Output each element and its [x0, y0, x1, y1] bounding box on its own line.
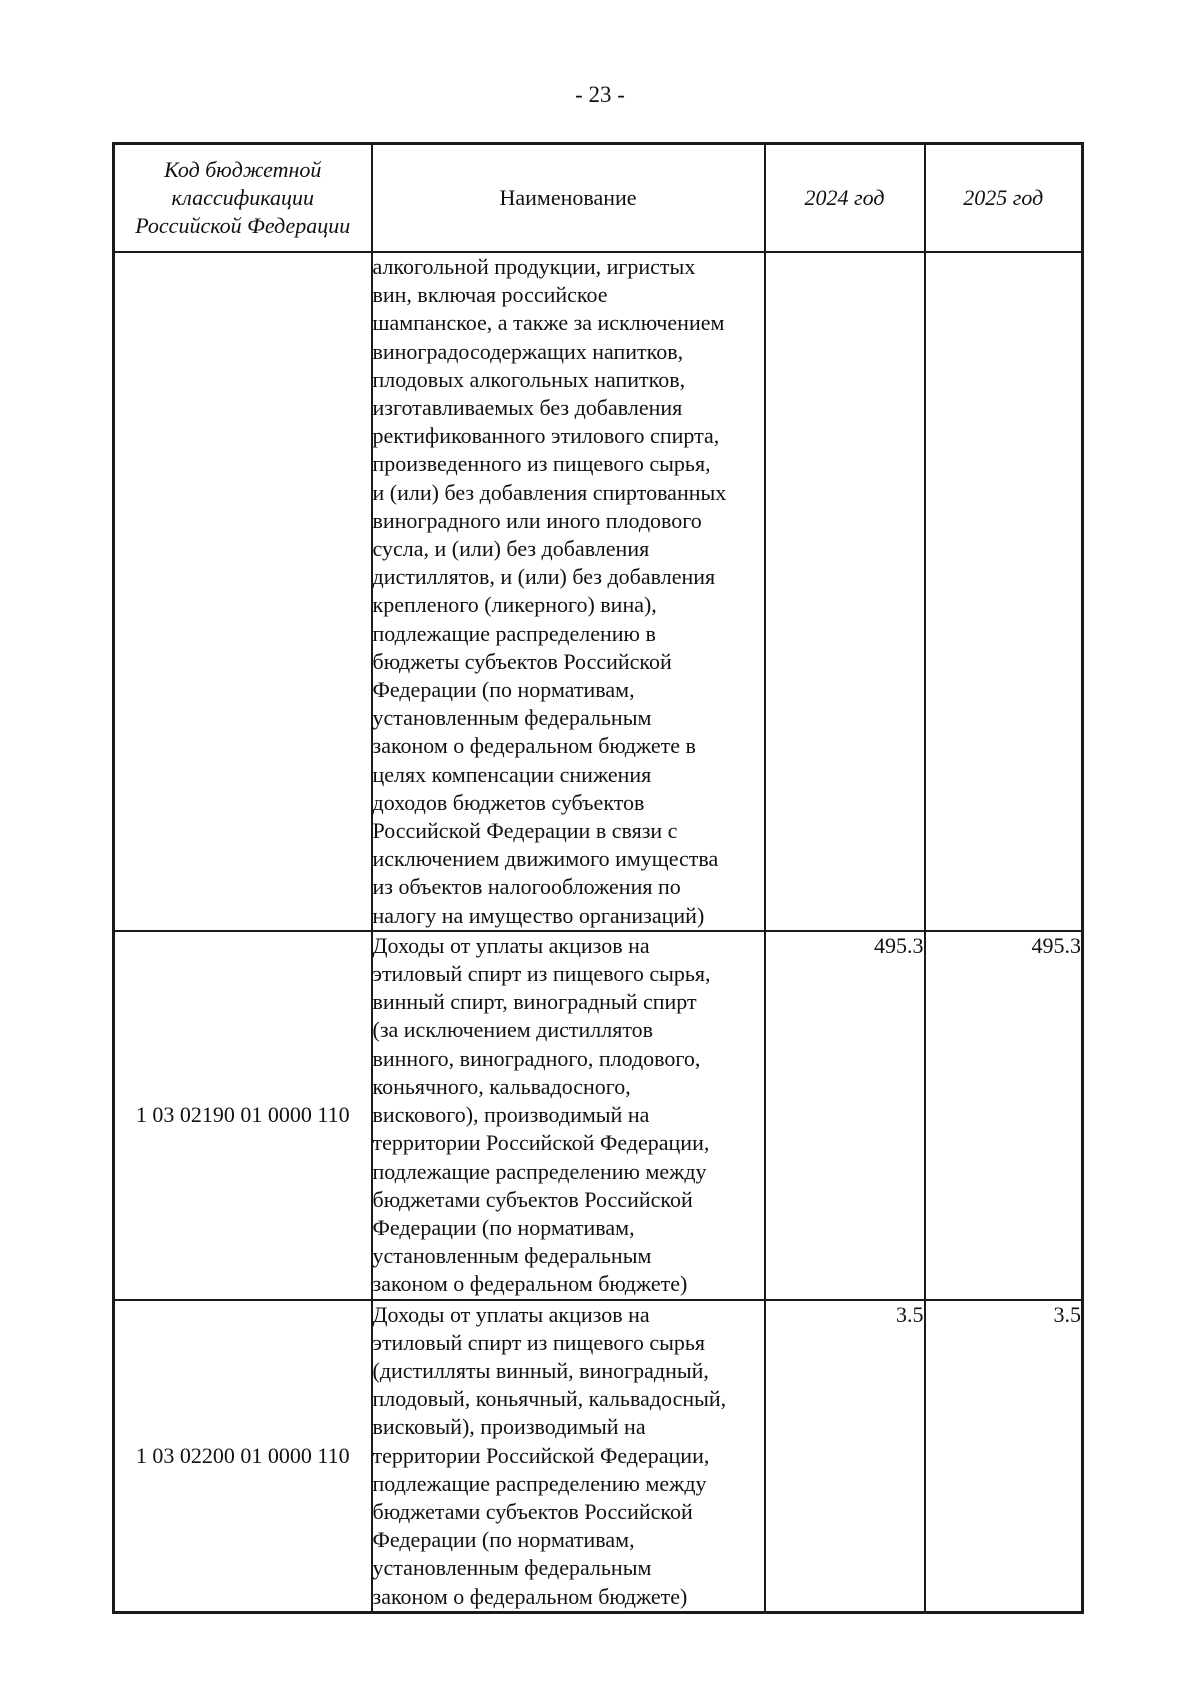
table-header-row [114, 144, 1083, 253]
item-name-line: Российской Федерации в связи с [372, 818, 678, 844]
item-name-line: доходов бюджетов субъектов [372, 789, 645, 815]
item-name-line: этиловый спирт из пищевого сырья [372, 1329, 706, 1355]
item-name-line: Федерации (по нормативам, [372, 677, 635, 703]
value-2025-cell: 3.5 [925, 1300, 1083, 1613]
item-name-line: из объектов налогообложения по [372, 874, 681, 900]
item-name-line: законом о федеральном бюджете в [372, 733, 696, 759]
item-name-cell [372, 931, 765, 1300]
value-2025-cell: 495.3 [925, 931, 1083, 1300]
budget-revenue-table [112, 142, 1084, 1614]
item-name-line: законом о федеральном бюджете) [372, 1271, 688, 1297]
value-2025-cell [925, 252, 1083, 931]
table-body [114, 252, 1083, 1612]
header-code-line: классификации [171, 184, 314, 210]
item-name-line: коньячного, кальвадосного, [372, 1073, 631, 1099]
item-name-line: сусла, и (или) без добавления [372, 536, 650, 562]
header-name: Наименование [372, 144, 765, 253]
item-name-line: территории Российской Федерации, [372, 1130, 710, 1156]
table-row [114, 931, 1083, 1300]
item-name-line: изготавливаемых без добавления [372, 395, 683, 421]
header-year-2024: 2024 год [765, 144, 925, 253]
item-name-cell [372, 1300, 765, 1613]
item-name-line: налогу на имущество организаций) [372, 902, 705, 928]
item-name-line: целях компенсации снижения [372, 761, 652, 787]
item-name-line: Федерации (по нормативам, [372, 1527, 635, 1553]
header-code-line: Код бюджетной [164, 156, 322, 182]
item-name-line: подлежащие распределению в [372, 620, 656, 646]
item-name-line: бюджеты субъектов Российской [372, 648, 672, 674]
item-name-line: дистиллятов, и (или) без добавления [372, 564, 716, 590]
budget-code-cell: 1 03 02190 01 0000 110 [114, 931, 372, 1300]
item-name-line: (дистилляты винный, виноградный, [372, 1357, 709, 1383]
page-number: - 23 - [575, 82, 625, 107]
table-row [114, 252, 1083, 931]
item-name-line: установленным федеральным [372, 705, 652, 731]
item-name-line: подлежащие распределению между [372, 1470, 707, 1496]
item-name-line: винного, виноградного, плодового, [372, 1045, 701, 1071]
item-name-line: Доходы от уплаты акцизов на [372, 1301, 650, 1327]
budget-code-cell: 1 03 02200 01 0000 110 [114, 1300, 372, 1613]
item-name-line: установленным федеральным [372, 1555, 652, 1581]
item-name-line: виноградосодержащих напитков, [372, 338, 684, 364]
item-name-line: вискового), производимый на [372, 1102, 650, 1128]
item-name-line: исключением движимого имущества [372, 846, 719, 872]
budget-code-cell [114, 252, 372, 931]
item-name-line: ректификованного этилового спирта, [372, 423, 720, 449]
item-name-line: алкогольной продукции, игристых [372, 254, 696, 279]
item-name-line: этиловый спирт из пищевого сырья, [372, 961, 711, 987]
item-name-line: бюджетами субъектов Российской [372, 1186, 693, 1212]
item-name-line: виноградного или иного плодового [372, 507, 702, 533]
item-name-line: произведенного из пищевого сырья, [372, 451, 711, 477]
item-name-line: крепленого (ликерного) вина), [372, 592, 657, 618]
table-row [114, 1300, 1083, 1613]
item-name-line: винный спирт, виноградный спирт [372, 989, 697, 1015]
value-2024-cell: 495.3 [765, 931, 925, 1300]
item-name-line: плодовый, коньячный, кальвадосный, [372, 1386, 727, 1412]
item-name-line: территории Российской Федерации, [372, 1442, 710, 1468]
item-name-line: вин, включая российское [372, 282, 608, 308]
item-name-line: подлежащие распределению между [372, 1158, 707, 1184]
item-name-line: законом о федеральном бюджете) [372, 1583, 688, 1609]
header-year-2025: 2025 год [925, 144, 1083, 253]
item-name-line: шампанское, а также за исключением [372, 310, 725, 336]
value-2024-cell [765, 252, 925, 931]
header-code [114, 144, 372, 253]
item-name-line: бюджетами субъектов Российской [372, 1498, 693, 1524]
item-name-line: Федерации (по нормативам, [372, 1214, 635, 1240]
item-name-cell [372, 252, 765, 931]
header-code-line: Российской Федерации [135, 213, 351, 239]
item-name-line: (за исключением дистиллятов [372, 1017, 654, 1043]
item-name-line: Доходы от уплаты акцизов на [372, 932, 650, 958]
item-name-line: плодовых алкогольных напитков, [372, 366, 686, 392]
item-name-line: установленным федеральным [372, 1243, 652, 1269]
item-name-line: и (или) без добавления спиртованных [372, 479, 727, 505]
item-name-line: висковый), производимый на [372, 1414, 646, 1440]
value-2024-cell: 3.5 [765, 1300, 925, 1613]
